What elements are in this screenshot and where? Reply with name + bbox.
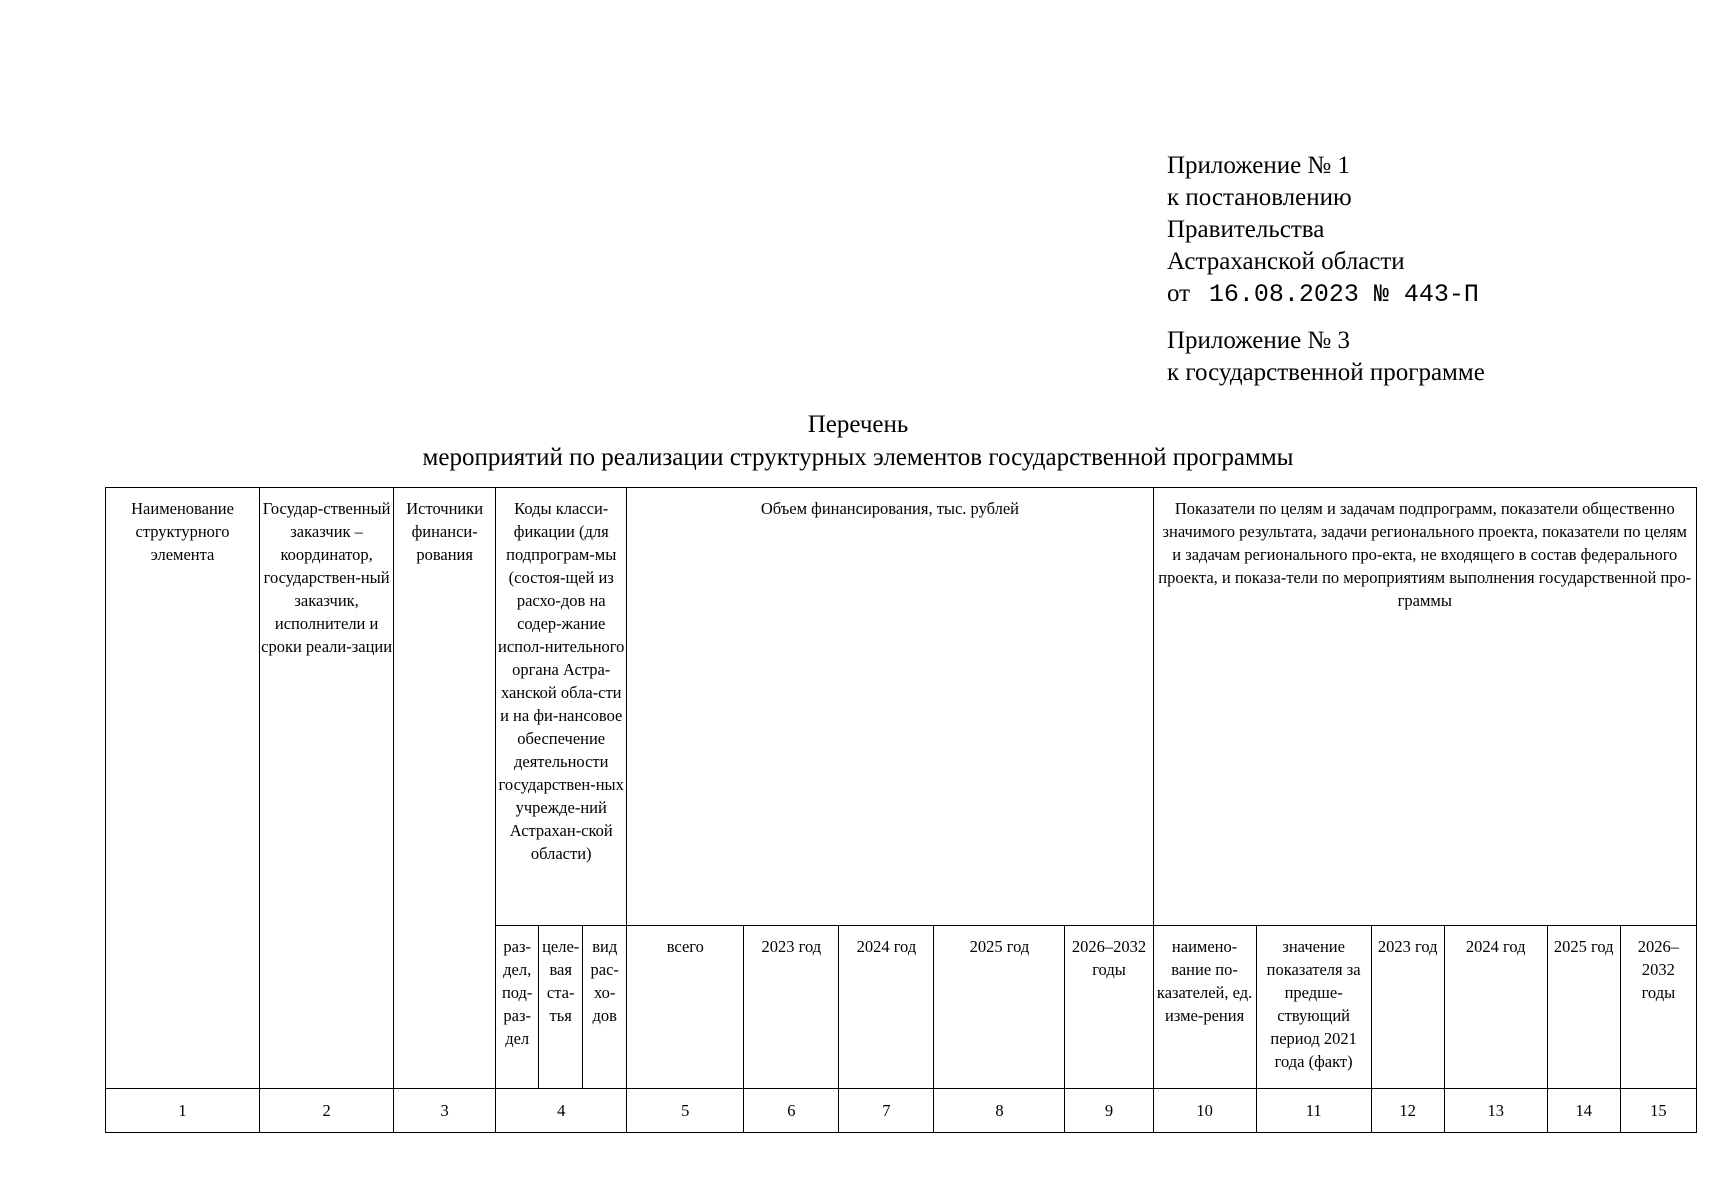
header-year-2023: 2023 год (744, 926, 839, 1089)
document-title (0, 408, 1716, 474)
column-number: 11 (1256, 1089, 1371, 1133)
header-years-2026-2032: 2026–2032 годы (1065, 926, 1153, 1089)
column-number: 2 (260, 1089, 394, 1133)
header-element-name: Наименование структурного элемента (106, 488, 260, 1089)
column-number-row (106, 1089, 1697, 1133)
header-funding-volume: Объем финансирования, тыс. рублей (627, 488, 1153, 926)
header-target-item: целе-вая ста-тья (539, 926, 583, 1089)
header-expense-type: вид рас-хо-дов (583, 926, 627, 1089)
header-indicator-name: наимено-вание по-казателей, ед. изме-рения (1153, 926, 1256, 1089)
column-number: 15 (1620, 1089, 1696, 1133)
column-number: 8 (934, 1089, 1065, 1133)
stamp-date-line (1167, 278, 1485, 311)
header-funding-sources: Источники финанси-рования (394, 488, 496, 1089)
column-number: 14 (1547, 1089, 1620, 1133)
title-line-2: мероприятий по реализации структурных элементов государственной программы (422, 444, 1294, 471)
stamp-line-program: к государственной программе (1167, 359, 1485, 386)
stamp-line-appendix-1: Приложение № 1 (1167, 152, 1351, 179)
stamp-date-value: 16.08.2023 № 443-П (1208, 280, 1479, 309)
header-year-2025: 2025 год (934, 926, 1065, 1089)
header-indicator-2023: 2023 год (1371, 926, 1444, 1089)
column-number: 1 (106, 1089, 260, 1133)
column-number: 4 (496, 1089, 627, 1133)
stamp-line-resolution: к постановлению (1167, 184, 1352, 211)
header-indicator-prev-value: значение показателя за предше-ствующий период 2021 года (факт) (1256, 926, 1371, 1089)
header-indicators: Показатели по целям и задачам подпрограмм, показатели общественно значимого результата, задачи регионального проекта, показатели по целям и задачам регионального про-екта, не входящего в состав федерального проекта, и показа-тели по мероприятиям выполнения государственной про-граммы (1153, 488, 1696, 926)
approval-stamp (1167, 150, 1485, 389)
header-section: раз-дел, под-раз-дел (496, 926, 539, 1089)
stamp-line-government: Правительства (1167, 216, 1325, 243)
title-line-1: Перечень (807, 411, 909, 438)
column-number: 6 (744, 1089, 839, 1133)
header-indicator-2025: 2025 год (1547, 926, 1620, 1089)
column-number: 5 (627, 1089, 744, 1133)
header-total: всего (627, 926, 744, 1089)
header-customer: Государ-ственный заказчик – координатор, государствен-ный заказчик, исполнители и сроки реали-зации (260, 488, 394, 1089)
stamp-line-appendix-3: Приложение № 3 (1167, 327, 1351, 354)
header-indicator-2024: 2024 год (1444, 926, 1547, 1089)
header-classification-codes: Коды класси-фикации (для подпрограм-мы (состоя-щей из расхо-дов на содер-жание испол-нительного органа Астра-ханской обла-сти и на фи-нансовое обеспечение деятельности государствен-ных учрежде-ний Астрахан-ской области) (496, 488, 627, 926)
column-number: 7 (839, 1089, 934, 1133)
column-number: 13 (1444, 1089, 1547, 1133)
header-year-2024: 2024 год (839, 926, 934, 1089)
column-number: 3 (394, 1089, 496, 1133)
column-number: 12 (1371, 1089, 1444, 1133)
column-number: 9 (1065, 1089, 1153, 1133)
stamp-date-prefix: от (1167, 280, 1191, 307)
measures-table (105, 487, 1697, 1133)
column-number: 10 (1153, 1089, 1256, 1133)
header-indicator-2026-2032: 2026–2032 годы (1620, 926, 1696, 1089)
stamp-line-region: Астраханской области (1167, 248, 1405, 275)
